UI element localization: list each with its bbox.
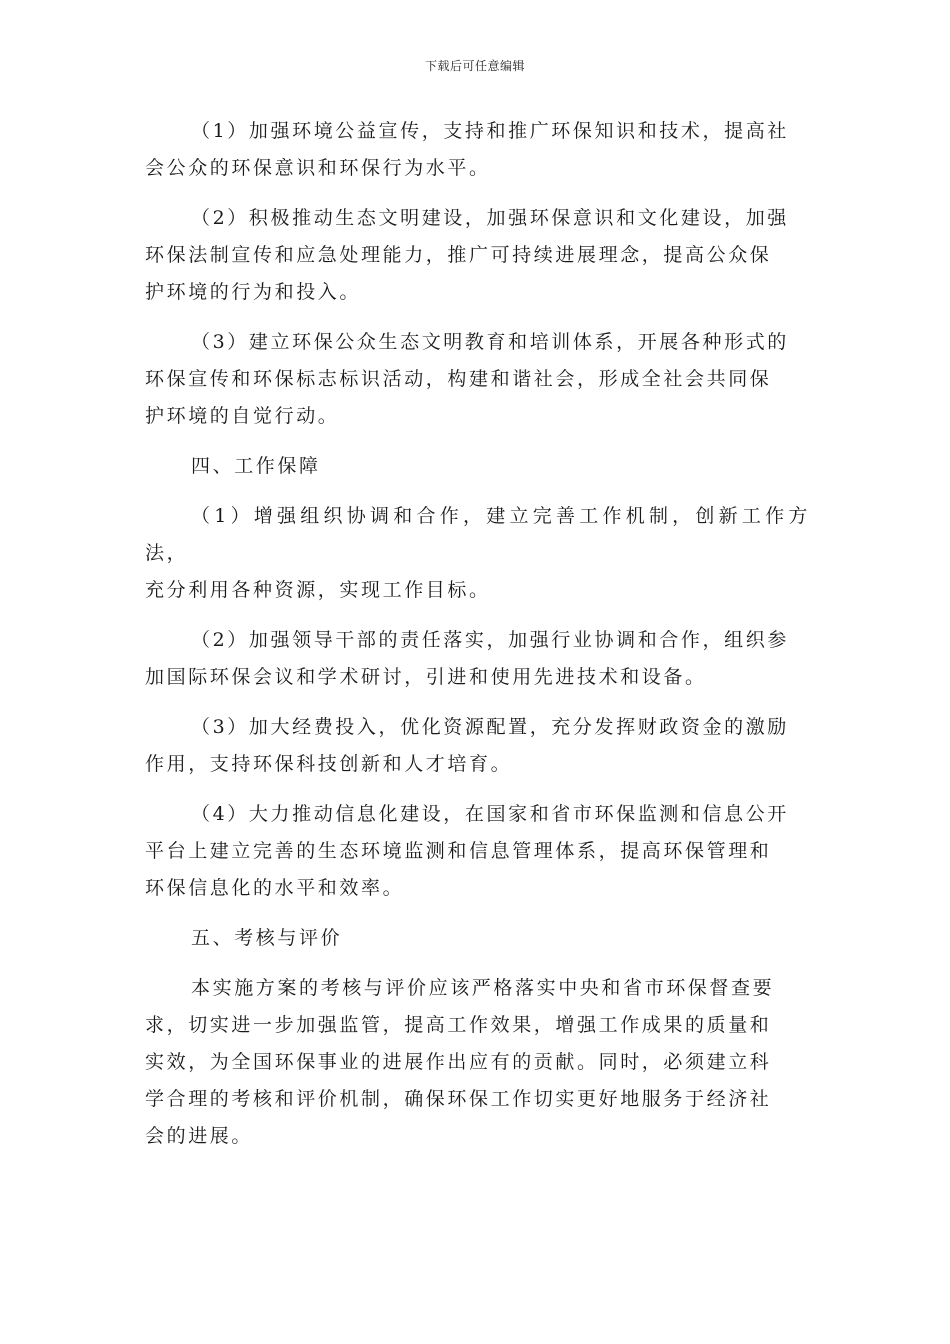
paragraph-line: 平台上建立完善的生态环境监测和信息管理体系，提高环保管理和 [145,840,772,862]
paragraph-line: 加国际环保会议和学术研讨，引进和使用先进技术和设备。 [145,666,707,688]
paragraph-line: （1）加强环境公益宣传，支持和推广环保知识和技术，提高社 [191,120,789,142]
paragraph-line: 会的进展。 [145,1125,254,1147]
paragraph-line: 环保宣传和环保标志标识活动，构建和谐社会，形成全社会共同保 [145,368,772,390]
paragraph-line: （3）加大经费投入，优化资源配置，充分发挥财政资金的激励 [191,716,789,738]
paragraph-2 [145,200,810,311]
section-heading-5: 五、考核与评价 [191,927,343,949]
paragraph-line: 充分利用各种资源，实现工作目标。 [145,579,491,601]
paragraph-6 [145,709,810,783]
section-heading-4: 四、工作保障 [191,455,321,477]
paragraph-line: 求，切实进一步加强监管，提高工作效果，增强工作成果的质量和 [145,1014,772,1036]
document-body [145,113,810,1168]
paragraph-line: （3）建立环保公众生态文明教育和培训体系，开展各种形式的 [191,331,789,353]
paragraph-line: 作用，支持环保科技创新和人才培育。 [145,753,513,775]
paragraph-1 [145,113,810,187]
paragraph-line: （1）增强组织协调和合作，建立完善工作机制，创新工作方法， [145,505,810,564]
paragraph-line: 本实施方案的考核与评价应该严格落实中央和省市环保督查要 [191,977,775,999]
paragraph-line: （4）大力推动信息化建设，在国家和省市环保监测和信息公开 [191,803,789,825]
paragraph-line: 环保法制宣传和应急处理能力，推广可持续进展理念，提高公众保 [145,244,772,266]
paragraph-line: （2）加强领导干部的责任落实，加强行业协调和合作，组织参 [191,629,789,651]
paragraph-line: 护环境的自觉行动。 [145,405,340,427]
paragraph-8 [145,970,810,1155]
paragraph-3 [145,324,810,435]
paragraph-5 [145,622,810,696]
page-header: 下载后可任意编辑 [424,59,525,73]
paragraph-line: 实效，为全国环保事业的进展作出应有的贡献。同时，必须建立科 [145,1051,772,1073]
paragraph-4 [145,498,810,609]
paragraph-line: 会公众的环保意识和环保行为水平。 [145,157,491,179]
paragraph-7 [145,796,810,907]
paragraph-line: （2）积极推动生态文明建设，加强环保意识和文化建设，加强 [191,207,789,229]
paragraph-line: 学合理的考核和评价机制，确保环保工作切实更好地服务于经济社 [145,1088,772,1110]
paragraph-line: 护环境的行为和投入。 [145,281,362,303]
paragraph-line: 环保信息化的水平和效率。 [145,877,405,899]
